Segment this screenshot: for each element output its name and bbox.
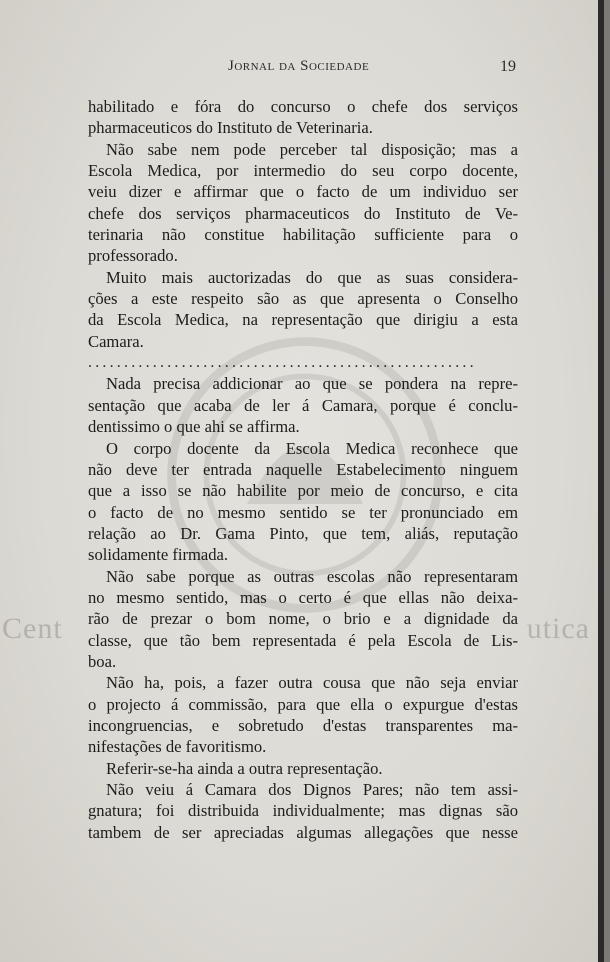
text-line: gnatura; foi distribuida individualmente; mas dignas são <box>88 801 518 821</box>
watermark-text-left: Cent <box>2 612 63 645</box>
text-line: no mesmo sentido, mas o certo é que ellas não deixa- <box>88 587 518 607</box>
page-number: 19 <box>500 58 516 75</box>
body-text <box>88 96 518 843</box>
text-line: nifestações de favoritismo. <box>88 737 267 757</box>
text-line: terinaria não constitue habilitação sufficiente para o <box>88 225 518 245</box>
text-line: Não sabe nem pode perceber tal disposição; mas a <box>106 139 518 159</box>
text-line: Muito mais auctorizadas do que as suas considera- <box>106 267 518 287</box>
watermark <box>0 612 604 662</box>
text-line: rão de prezar o bom nome, o brio e a dignidade da <box>88 609 518 629</box>
text-line: chefe dos serviços pharmaceuticos do Instituto de Ve- <box>88 203 518 223</box>
text-line: habilitado e fóra do concurso o chefe dos serviços <box>88 97 518 116</box>
running-title: Jornal da Sociedade <box>228 58 370 74</box>
text-line: da Escola Medica, na representação que dirigiu a esta <box>88 310 518 330</box>
text-line: o facto de no mesmo sentido se ter pronunciado em <box>88 502 518 522</box>
page-edge <box>598 0 604 962</box>
text-line: ções a este respeito são as que apresenta o Conselho <box>88 289 518 309</box>
text-line: Nada precisa addicionar ao que se pondera na repre- <box>106 374 518 394</box>
watermark-text-right: utica <box>526 612 590 645</box>
text-line: solidamente firmada. <box>88 545 229 565</box>
text-line: Não ha, pois, a fazer outra cousa que não seja enviar <box>106 673 518 693</box>
text-line: sentação que acaba de ler á Camara, porque é conclu- <box>88 395 518 415</box>
text-line: Não veiu á Camara dos Dignos Pares; não tem assi- <box>106 780 518 799</box>
text-line: classe, que tão bem representada é pela Escola de Lis- <box>88 630 518 650</box>
text-line: O corpo docente da Escola Medica reconhece que <box>106 438 518 458</box>
text-line: que a isso se não habilite por meio de concurso, e cita <box>88 481 518 501</box>
text-line: incongruencias, e sobretudo d'estas transparentes ma- <box>88 715 518 735</box>
text-line: Camara. <box>88 331 144 351</box>
running-head <box>88 58 516 82</box>
text-line: Escola Medica, por intermedio do seu corpo docente, <box>88 161 518 181</box>
text-line: veiu dizer e affirmar que o facto de um individuo ser <box>88 182 518 202</box>
text-line: não deve ter entrada naquelle Estabelecimento ninguem <box>88 459 518 479</box>
text-line: boa. <box>88 651 117 671</box>
text-line: Referir-se-ha ainda a outra representação. <box>106 758 383 778</box>
ellipsis-divider: ...................................................... <box>88 354 477 372</box>
text-line: o projecto á commissão, para que ella o expurgue d'estas <box>88 694 518 714</box>
text-line: pharmaceuticos do Instituto de Veterinaria. <box>88 118 373 138</box>
text-line: relação ao Dr. Gama Pinto, que tem, aliás, reputação <box>88 523 518 543</box>
text-line: professorado. <box>88 246 178 266</box>
text-line: dentissimo o que ahi se affirma. <box>88 417 300 437</box>
text-line: tambem de ser apreciadas algumas allegações que nesse <box>88 822 518 842</box>
text-line: Não sabe porque as outras escolas não representaram <box>106 566 518 586</box>
